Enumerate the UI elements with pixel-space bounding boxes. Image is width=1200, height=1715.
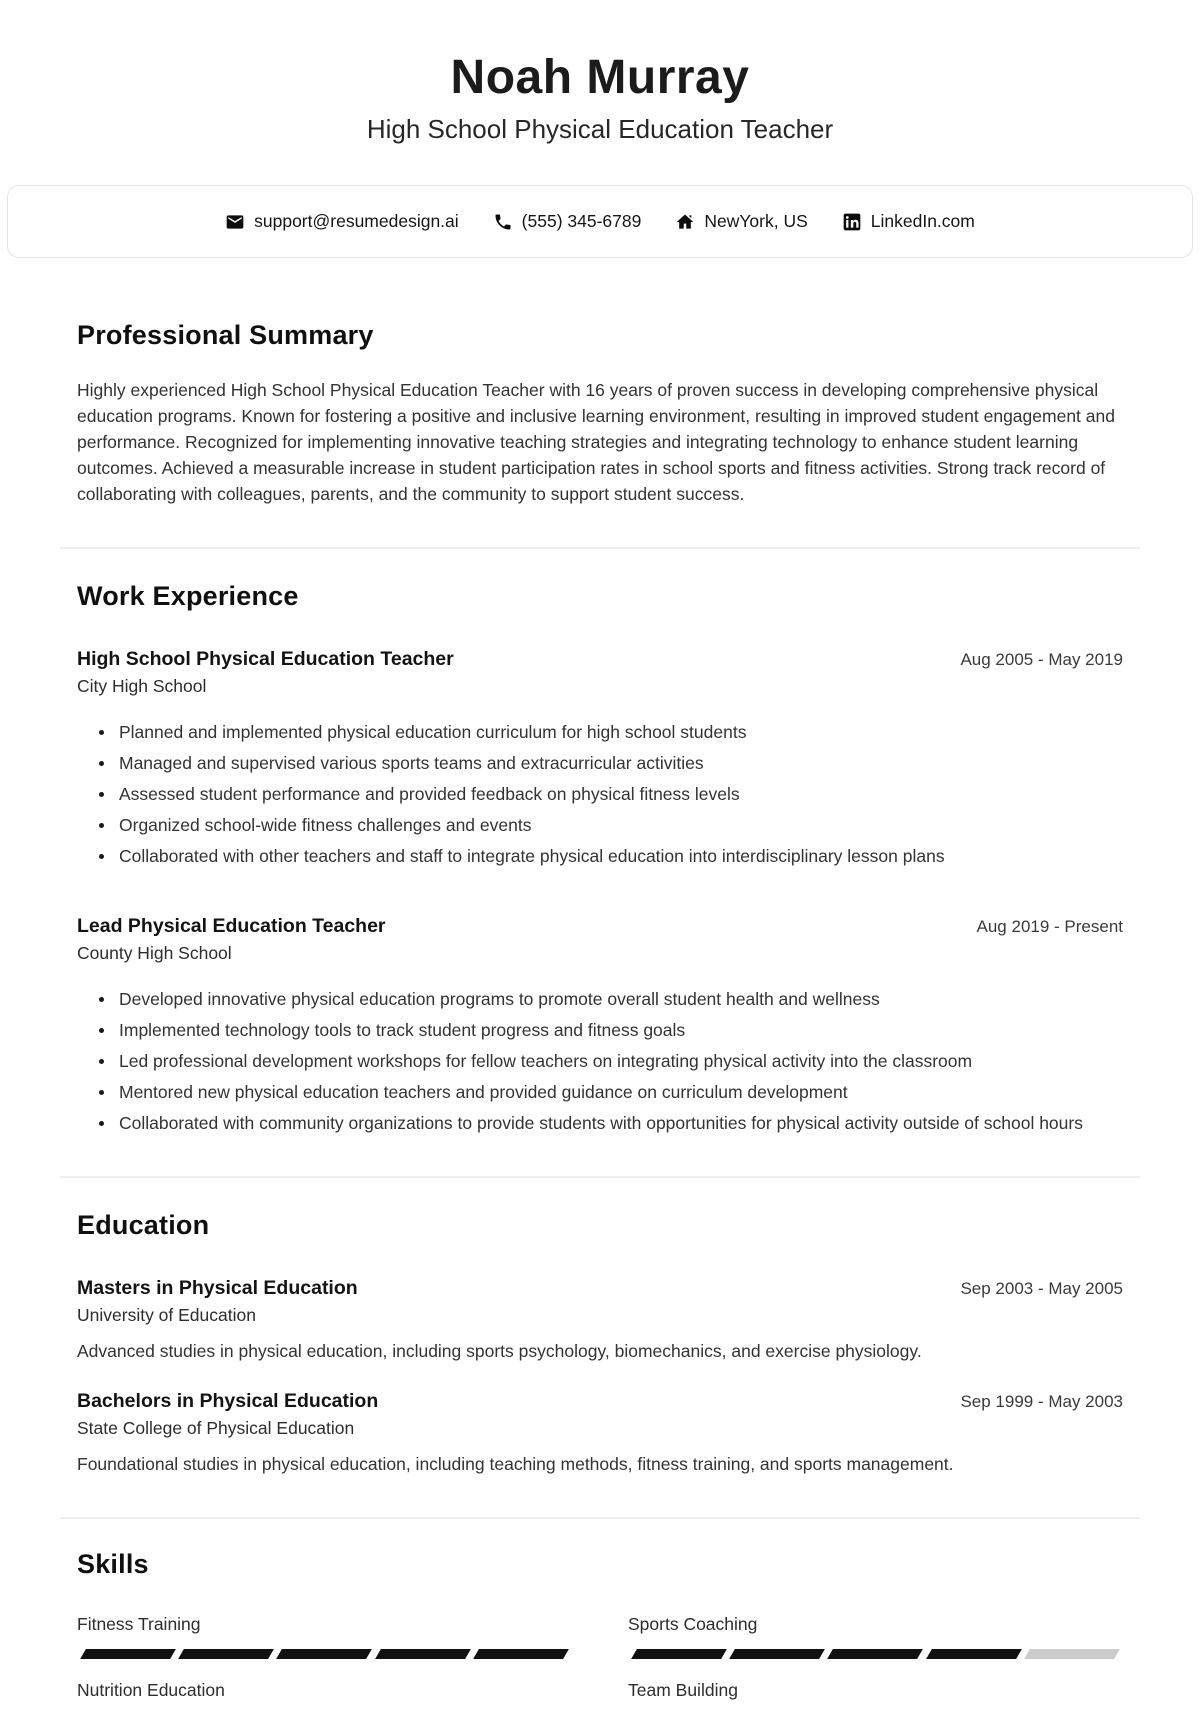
skill-segment-filled [828, 1649, 924, 1659]
skill-segment-filled [729, 1649, 825, 1659]
bullet-item: Managed and supervised various sports teams and extracurricular activities [77, 750, 1123, 776]
contact-phone-text: (555) 345-6789 [521, 211, 642, 232]
education-dates: Sep 1999 - May 2003 [960, 1392, 1123, 1412]
education-entry [77, 1388, 1123, 1477]
bullet-item: Collaborated with community organizations to provide students with opportunities for physical activity outside of school hours [77, 1110, 1123, 1136]
skill-name: Sports Coaching [628, 1614, 758, 1635]
skill-name: Fitness Training [77, 1614, 201, 1635]
education-list [77, 1275, 1123, 1477]
skill-item [77, 1680, 572, 1715]
job-dates: Aug 2019 - Present [976, 917, 1123, 937]
skill-segment-filled [375, 1649, 471, 1659]
section-work [60, 581, 1140, 1136]
summary-text: Highly experienced High School Physical Education Teacher with 16 years of proven success in developing comprehensive physical education programs. Known for fostering a positive and inclusive learning environment, resulting in improved student engagement and performance. Recognized for implementing innovative teaching strategies and integrating technology to enhance student learning outcomes. Achieved a measurable increase in student participation rates in school sports and fitness activities. Strong track record of collaborating with colleagues, parents, and the community to support student success. [77, 380, 1115, 505]
contact-email-text: support@resumedesign.ai [254, 211, 459, 232]
contact-location[interactable] [675, 211, 807, 232]
contact-email[interactable] [225, 211, 459, 232]
contact-phone[interactable] [493, 211, 642, 232]
skill-segment-filled [473, 1649, 569, 1659]
skill-level-bar [628, 1649, 1123, 1659]
skill-name: Team Building [628, 1680, 738, 1701]
contact-location-text: NewYork, US [704, 211, 808, 232]
envelope-icon [225, 212, 245, 232]
bullet-item: Developed innovative physical education programs to promote overall student health and wellness [77, 986, 1123, 1012]
degree-title: Bachelors in Physical Education [77, 1390, 379, 1413]
skill-segment-filled [926, 1649, 1022, 1659]
education-heading: Education [77, 1210, 210, 1241]
resume-header [0, 0, 1200, 145]
skills-grid [77, 1614, 1123, 1715]
skill-item [628, 1680, 1123, 1715]
skill-segment-filled [277, 1649, 373, 1659]
phone-icon [493, 212, 513, 232]
contact-bar [7, 185, 1193, 258]
skill-segment-empty [1024, 1649, 1120, 1659]
section-summary [60, 320, 1140, 507]
job-bullets [77, 719, 1123, 869]
job-entry [77, 913, 1123, 1136]
job-dates: Aug 2005 - May 2019 [960, 650, 1123, 670]
education-dates: Sep 2003 - May 2005 [960, 1279, 1123, 1299]
summary-heading: Professional Summary [77, 320, 374, 351]
job-company: City High School [77, 676, 207, 697]
skill-item [628, 1614, 1123, 1659]
home-icon [675, 212, 695, 232]
job-title: Lead Physical Education Teacher [77, 915, 386, 938]
bullet-item: Led professional development workshops for fellow teachers on integrating physical activity into the classroom [77, 1048, 1123, 1074]
education-description: Foundational studies in physical education, including teaching methods, fitness training, and sports management. [77, 1454, 954, 1475]
bullet-item: Implemented technology tools to track student progress and fitness goals [77, 1017, 1123, 1043]
job-entry [77, 646, 1123, 869]
job-company: County High School [77, 943, 232, 964]
bullet-item: Collaborated with other teachers and staff to integrate physical education into interdisciplinary lesson plans [77, 843, 1123, 869]
section-education [60, 1210, 1140, 1477]
job-title: High School Physical Education Teacher [77, 648, 454, 671]
skills-heading: Skills [77, 1549, 149, 1580]
education-description: Advanced studies in physical education, including sports psychology, biomechanics, and exercise physiology. [77, 1341, 922, 1362]
skill-segment-filled [631, 1649, 727, 1659]
work-heading: Work Experience [77, 581, 299, 612]
education-school: State College of Physical Education [77, 1418, 355, 1439]
bullet-item: Planned and implemented physical education curriculum for high school students [77, 719, 1123, 745]
jobs-list [77, 646, 1123, 1136]
skill-segment-filled [178, 1649, 274, 1659]
bullet-item: Mentored new physical education teachers and provided guidance on curriculum development [77, 1079, 1123, 1105]
skill-name: Nutrition Education [77, 1680, 225, 1701]
job-bullets [77, 986, 1123, 1136]
skill-item [77, 1614, 572, 1659]
education-entry [77, 1275, 1123, 1364]
bullet-item: Organized school-wide fitness challenges and events [77, 812, 1123, 838]
section-skills [60, 1549, 1140, 1715]
education-school: University of Education [77, 1305, 256, 1326]
contact-linkedin[interactable] [842, 211, 975, 232]
section-divider [60, 1176, 1140, 1178]
section-divider [60, 1517, 1140, 1519]
degree-title: Masters in Physical Education [77, 1277, 358, 1300]
section-divider [60, 547, 1140, 549]
person-name: Noah Murray [450, 51, 750, 104]
person-title: High School Physical Education Teacher [366, 114, 834, 145]
skill-level-bar [77, 1649, 572, 1659]
bullet-item: Assessed student performance and provided feedback on physical fitness levels [77, 781, 1123, 807]
skill-segment-filled [80, 1649, 176, 1659]
resume-body [60, 320, 1140, 1715]
linkedin-icon [842, 212, 862, 232]
contact-linkedin-text: LinkedIn.com [870, 211, 975, 232]
